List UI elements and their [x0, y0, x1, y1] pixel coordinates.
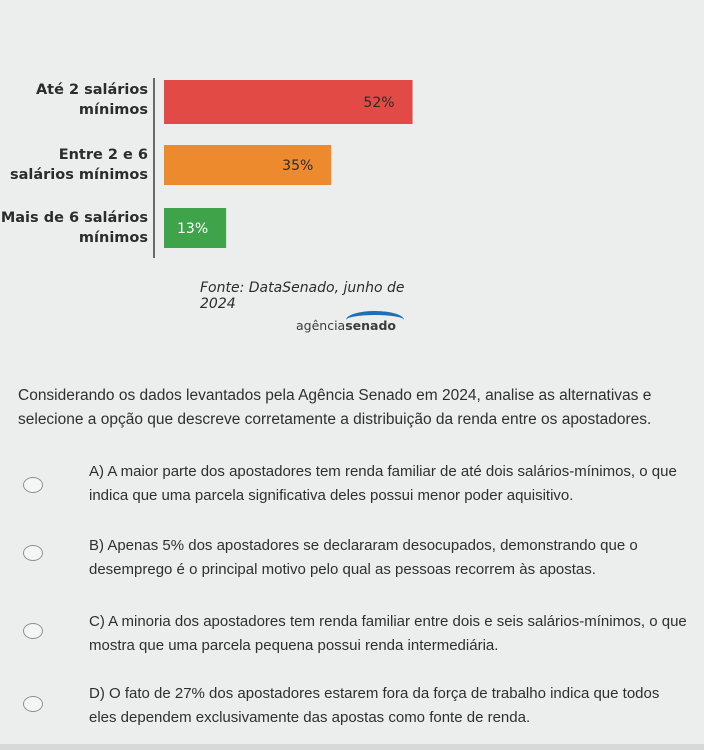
option-a[interactable]	[0, 458, 704, 520]
radio-option-d[interactable]	[23, 696, 43, 712]
option-a-text: A) A maior parte dos apostadores tem renda familiar de até dois salários-mínimos, o que indica que uma parcela significativa deles possui menor poder aquisitivo.	[89, 463, 677, 504]
question-text: Considerando os dados levantados pela Agência Senado em 2024, analise as alternativas e selecione a opção que descreve corretamente a distribuição da renda entre os apostadores.	[18, 387, 652, 428]
option-c-text: C) A minoria dos apostadores tem renda familiar entre dois e seis salários-mínimos, o que mostra que uma parcela pequena possui renda intermediária.	[89, 613, 687, 654]
option-b[interactable]	[0, 534, 704, 596]
income-bar-chart	[0, 70, 704, 270]
option-d-text: D) O fato de 27% dos apostadores estarem fora da força de trabalho indica que todos eles dependem exclusivamente das apostas como fonte de renda.	[89, 685, 660, 726]
option-d[interactable]	[0, 682, 704, 744]
agencia-senado-logo	[296, 318, 396, 333]
option-b-text: B) Apenas 5% dos apostadores se declararam desocupados, demonstrando que o desemprego é o principal motivo pelo qual as pessoas recorrem às apostas.	[89, 537, 638, 578]
bar-value-label-0: 52%	[363, 95, 395, 111]
option-c[interactable]	[0, 610, 704, 672]
bar-value-label-2: 13%	[177, 221, 209, 237]
radio-option-a[interactable]	[23, 477, 43, 493]
logo-text-agencia: agência	[296, 318, 346, 333]
chart-source: Fonte: DataSenado, junho de 2024	[200, 280, 405, 312]
radio-option-b[interactable]	[23, 545, 43, 561]
category-label-0-0: Até 2 salários	[35, 82, 148, 98]
logo-arc-icon	[346, 311, 404, 329]
radio-option-c[interactable]	[23, 623, 43, 639]
category-label-2-1: mínimos	[78, 230, 148, 246]
bar-value-label-1: 35%	[282, 158, 314, 174]
category-label-0-1: mínimos	[78, 102, 148, 118]
category-label-2-0: Mais de 6 salários	[0, 210, 148, 226]
category-label-1-1: salários mínimos	[9, 167, 148, 183]
bottom-divider	[0, 744, 704, 750]
logo-text-senado: senado	[345, 318, 397, 333]
category-label-1-0: Entre 2 e 6	[58, 147, 148, 163]
